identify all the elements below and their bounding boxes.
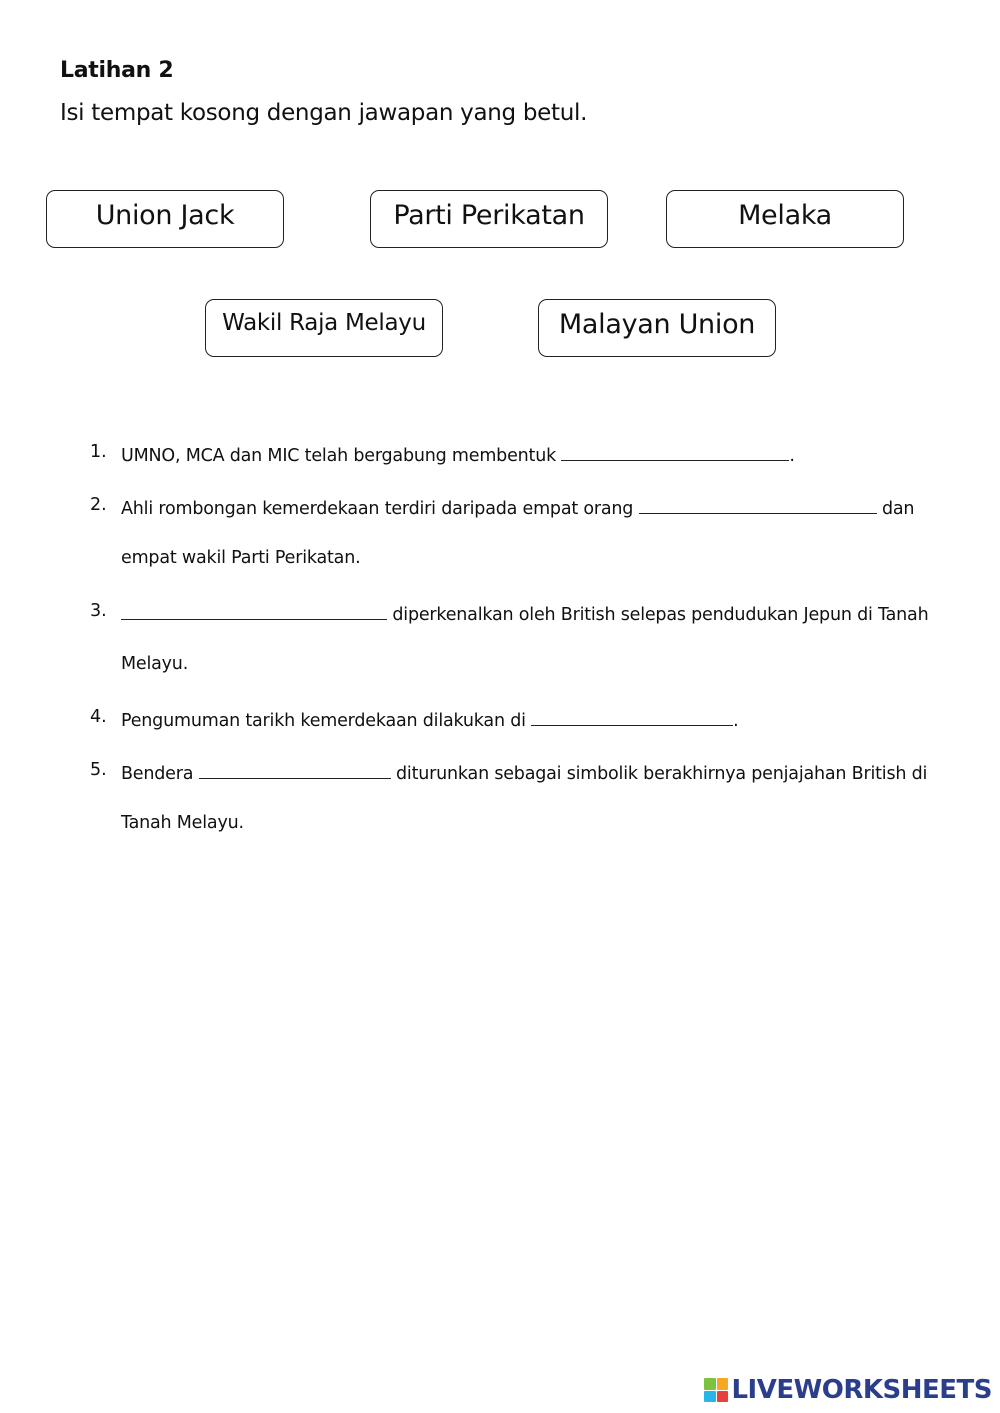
liveworksheets-logo [704,1375,992,1405]
question-5-continuation: Tanah Melayu. [121,813,244,833]
question-number: 1. [90,442,107,462]
brand-name: LIVEWORKSHEETS [731,1375,992,1405]
word-card-melaka[interactable] [666,190,904,248]
question-text: UMNO, MCA dan MIC telah bergabung membentuk [121,446,557,466]
question-text: dan [881,499,915,519]
question-2-continuation: empat wakil Parti Perikatan. [121,548,361,568]
question-text: . [733,711,739,731]
question-text: diturunkan sebagai simbolik berakhirnya penjajahan British di [396,764,928,784]
question-2 [121,495,914,519]
word-card-union-jack[interactable] [46,190,284,248]
word-label: Malayan Union [558,309,756,340]
question-number: 3. [90,601,107,621]
question-text: Ahli rombongan kemerdekaan terdiri daripada empat orang [121,499,634,519]
answer-blank-3[interactable] [121,601,387,620]
word-label: Melaka [738,200,832,231]
question-text: . [789,446,795,466]
question-number: 4. [90,707,107,727]
liveworksheets-logo-icon [704,1378,728,1402]
logo-square [717,1391,729,1403]
question-text: Bendera [121,764,194,784]
question-3 [121,601,928,625]
question-5 [121,760,927,784]
answer-blank-2[interactable] [639,495,877,514]
word-card-wakil-raja-melayu[interactable] [205,299,443,357]
question-number: 2. [90,495,107,515]
answer-blank-1[interactable] [561,442,789,461]
word-label: Parti Perikatan [393,200,585,231]
logo-square [704,1391,716,1403]
word-label: Wakil Raja Melayu [222,310,426,336]
logo-square [704,1378,716,1390]
word-card-parti-perikatan[interactable] [370,190,608,248]
word-label: Union Jack [95,200,235,231]
question-1 [121,442,795,466]
question-3-continuation: Melayu. [121,654,189,674]
answer-blank-5[interactable] [199,760,391,779]
question-text: Pengumuman tarikh kemerdekaan dilakukan di [121,711,526,731]
question-number: 5. [90,760,107,780]
logo-square [717,1378,729,1390]
page-title: Latihan 2 [60,58,174,83]
question-text: diperkenalkan oleh British selepas pendudukan Jepun di Tanah [392,605,929,625]
answer-blank-4[interactable] [531,707,733,726]
question-4 [121,707,739,731]
instruction-text: Isi tempat kosong dengan jawapan yang betul. [60,100,588,126]
word-card-malayan-union[interactable] [538,299,776,357]
